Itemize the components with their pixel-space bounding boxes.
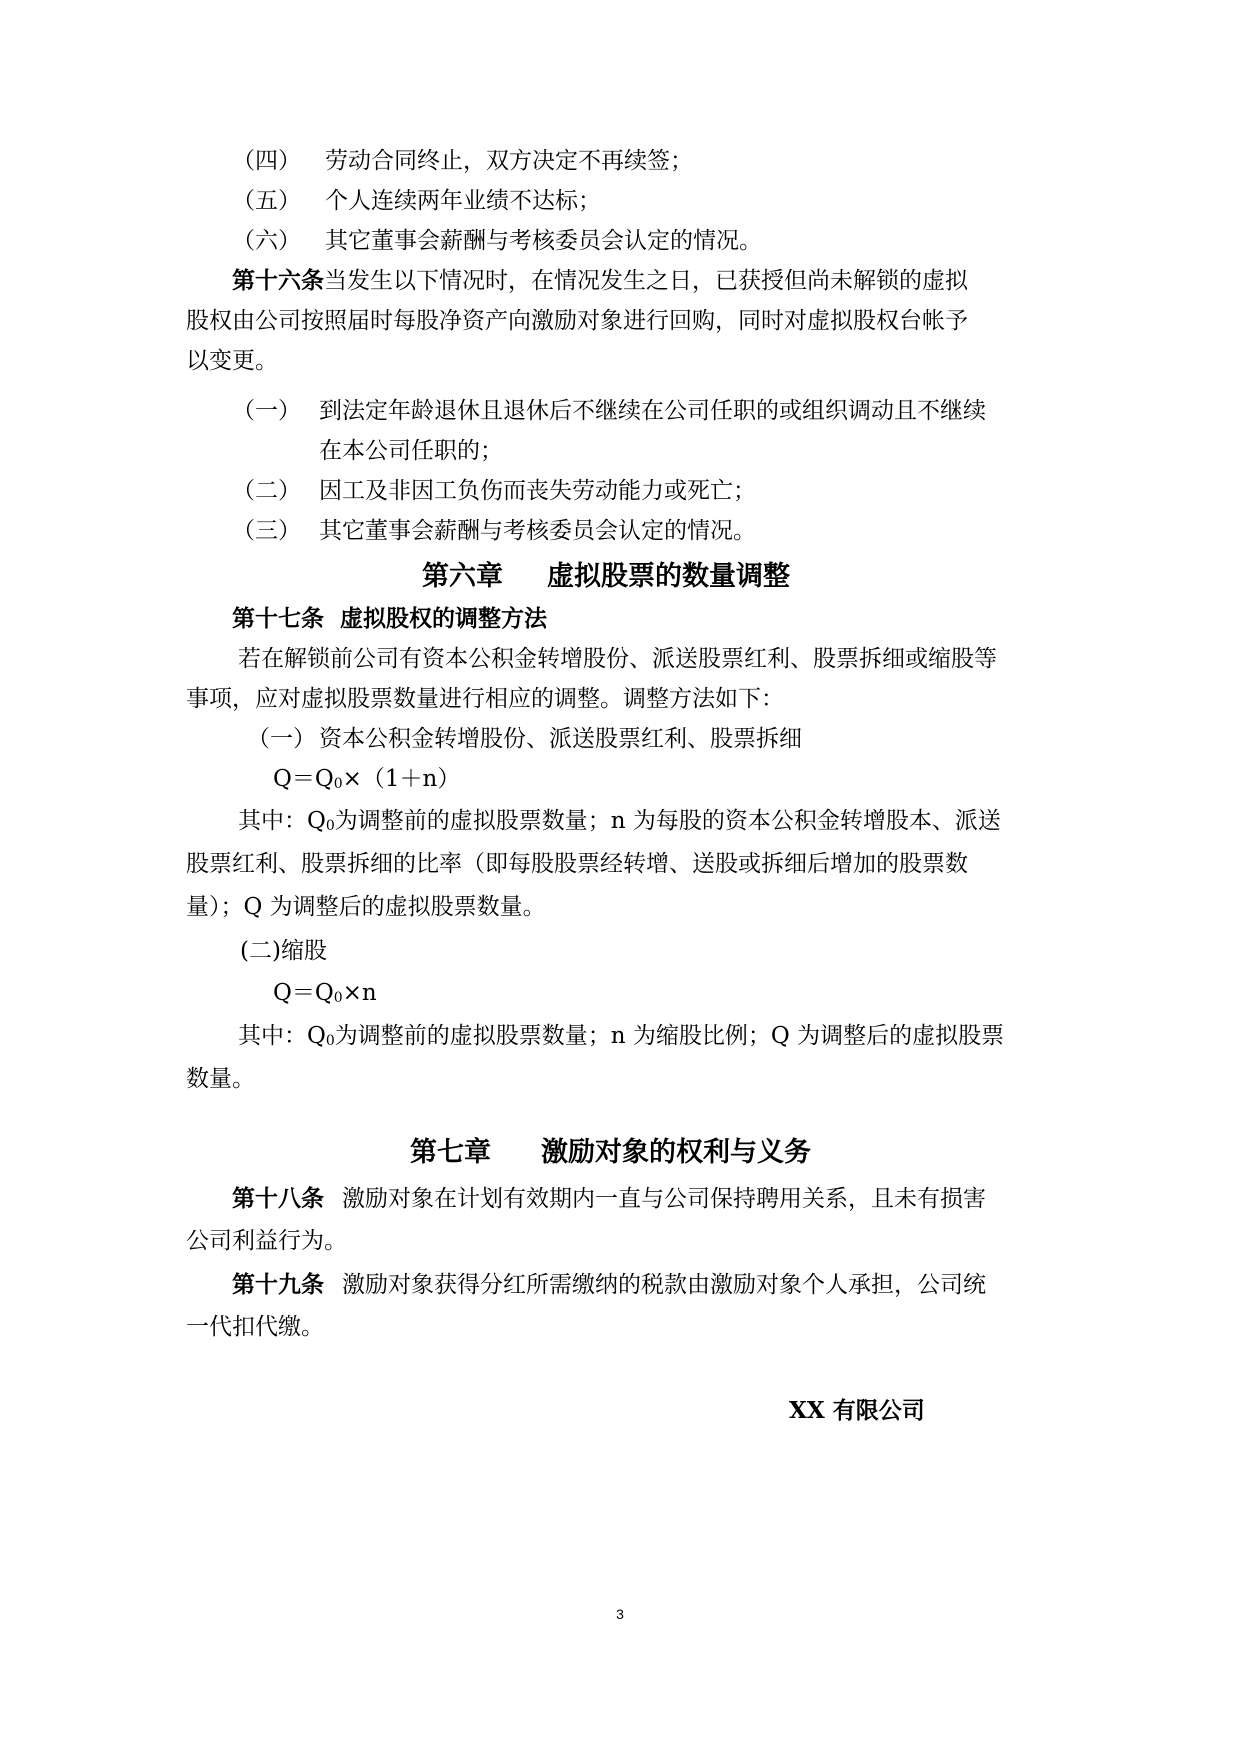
article-18-label: 第十八条 xyxy=(232,1185,324,1212)
item-marker: （四） xyxy=(232,148,301,174)
paragraph-line: 股票红利、股票拆细的比率（即每股股票经转增、送股或拆细后增加的股票数 xyxy=(186,851,968,877)
item-marker: （五） xyxy=(232,188,301,214)
article-16-label: 第十六条 xyxy=(232,267,324,294)
chapter-number: 第六章 xyxy=(422,561,503,592)
article-17-label: 第十七条 xyxy=(232,605,324,632)
article-17-title: 虚拟股权的调整方法 xyxy=(340,605,547,632)
chapter-7-heading xyxy=(410,1136,811,1170)
article-19-text: 激励对象获得分红所需缴纳的税款由激励对象个人承担，公司统 xyxy=(342,1272,986,1298)
item-marker: （三） xyxy=(232,518,301,544)
article-16-line-1 xyxy=(232,266,968,296)
chapter-title: 激励对象的权利与义务 xyxy=(541,1137,811,1168)
item-marker: （一） xyxy=(247,726,316,752)
list-item: (二)缩股 xyxy=(240,938,327,964)
article-19-line-1 xyxy=(232,1270,986,1300)
chapter-title: 虚拟股票的数量调整 xyxy=(547,561,790,592)
item-text: 到法定年龄退休且退休后不继续在公司任职的或组织调动且不继续 xyxy=(319,398,986,424)
paragraph-line: 事项，应对虚拟股票数量进行相应的调整。调整方法如下： xyxy=(186,686,784,712)
item-text: 个人连续两年业绩不达标； xyxy=(325,188,601,214)
paragraph-line: 数量。 xyxy=(186,1066,255,1092)
article-16-line-2: 股权由公司按照届时每股净资产向激励对象进行回购，同时对虚拟股权台帐予 xyxy=(186,308,968,334)
article-19-label: 第十九条 xyxy=(232,1271,324,1298)
item-text: 其它董事会薪酬与考核委员会认定的情况。 xyxy=(325,228,762,254)
item-marker: （二） xyxy=(232,478,301,504)
item-text: 因工及非因工负伤而丧失劳动能力或死亡； xyxy=(319,478,756,504)
page-number: 3 xyxy=(616,1606,624,1622)
paragraph-line: 若在解锁前公司有资本公积金转增股份、派送股票红利、股票拆细或缩股等 xyxy=(238,646,997,672)
item-text: 资本公积金转增股份、派送股票红利、股票拆细 xyxy=(319,726,802,752)
article-16-line-3: 以变更。 xyxy=(186,348,278,374)
paragraph-line: 其中：$Q_0$为调整前的虚拟股票数量；n 为缩股比例；Q 为调整后的虚拟股票 xyxy=(238,1023,1005,1049)
chapter-number: 第七章 xyxy=(410,1137,491,1168)
article-16-text: 当发生以下情况时，在情况发生之日，已获授但尚未解锁的虚拟 xyxy=(324,268,968,294)
paragraph-line: 其中：$Q_0$为调整前的虚拟股票数量；n 为每股的资本公积金转增股本、派送 xyxy=(238,808,1001,834)
article-18-line-1 xyxy=(232,1184,986,1214)
item-text: 其它董事会薪酬与考核委员会认定的情况。 xyxy=(319,518,756,544)
article-18-line-2: 公司利益行为。 xyxy=(186,1228,347,1254)
item-marker: （六） xyxy=(232,228,301,254)
item-text: 劳动合同终止，双方决定不再续签； xyxy=(325,148,693,174)
article-18-text: 激励对象在计划有效期内一直与公司保持聘用关系，且未有损害 xyxy=(342,1186,986,1212)
item-marker: （一） xyxy=(232,398,301,424)
paragraph-line: 量）；Q 为调整后的虚拟股票数量。 xyxy=(186,894,546,920)
chapter-6-heading xyxy=(422,560,790,594)
company-name: XX 有限公司 xyxy=(789,1397,925,1424)
formula-1: $Q=Q_0\times(1+n)$ xyxy=(273,766,461,792)
item-continuation: 在本公司任职的； xyxy=(319,438,503,464)
article-19-line-2: 一代扣代缴。 xyxy=(186,1314,324,1340)
article-17-heading xyxy=(232,604,547,634)
formula-2: $Q=Q_0\times n$ xyxy=(273,980,377,1006)
